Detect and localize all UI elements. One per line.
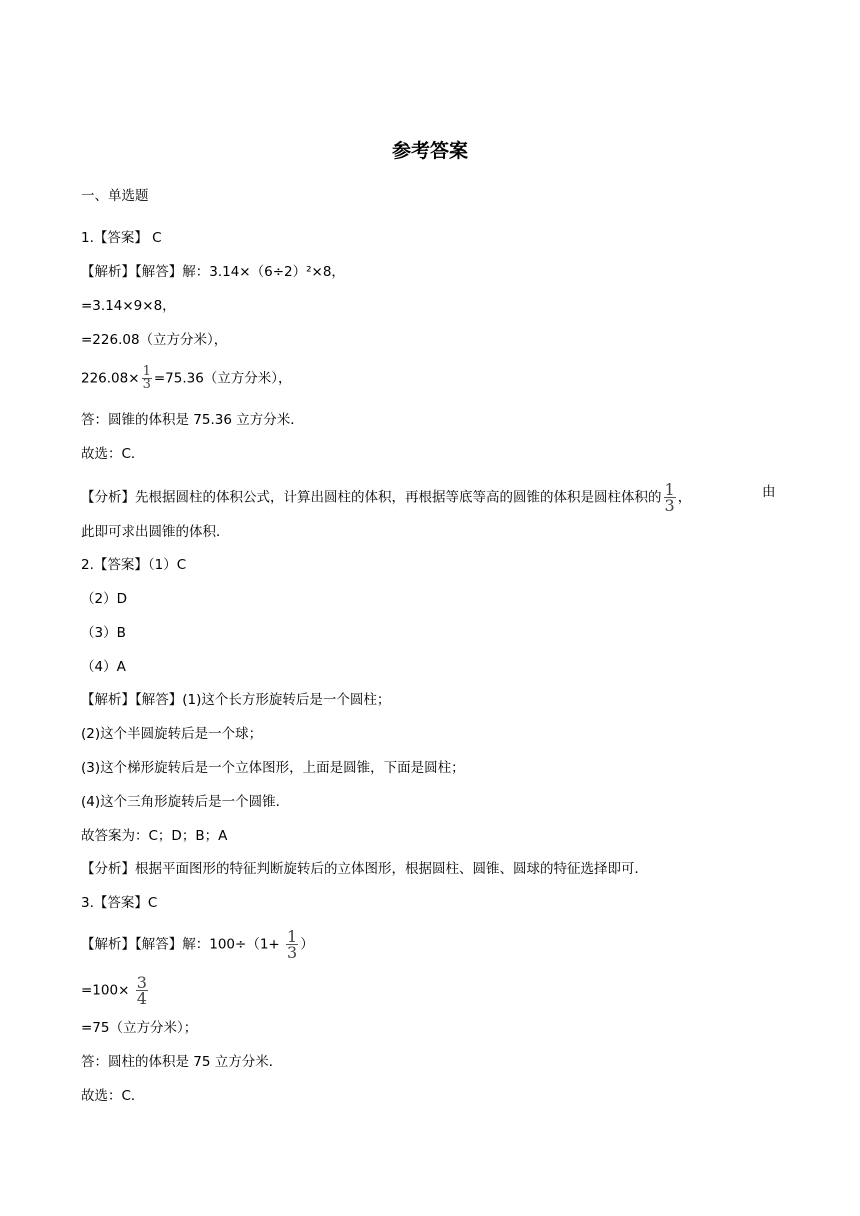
q2-solution-line-2: (2)这个半圆旋转后是一个球； — [81, 726, 263, 742]
q1-l4-suffix: =75.36（立方分米）， — [153, 370, 292, 387]
q2-solution-line-3: (3)这个梯形旋转后是一个立体图形，上面是圆锥，下面是圆柱； — [81, 760, 465, 776]
q1-choice: 故选：C． — [81, 446, 145, 462]
q1-analysis-line-2: 此即可求出圆锥的体积． — [81, 524, 230, 540]
fraction — [286, 929, 298, 960]
q1-analysis-text: 【分析】先根据圆柱的体积公式，计算出圆柱的体积，再根据等底等高的圆锥的体积是圆柱体积的 — [81, 489, 662, 506]
q2-answer: 2.【答案】（1）C — [81, 557, 187, 573]
q1-answer: 1.【答案】 C — [81, 230, 162, 246]
q3-l1-prefix: 【解析】【解答】解：100÷（1+ — [81, 936, 285, 953]
q2-solution-line-4: (4)这个三角形旋转后是一个圆锥． — [81, 794, 290, 810]
q3-solution-line-1 — [81, 929, 314, 960]
q1-analysis-tail: 由 — [762, 484, 776, 500]
q3-l2-prefix: =100× — [81, 982, 134, 999]
q3-solution-line-2 — [81, 975, 150, 1006]
fraction-numerator: 1 — [142, 364, 151, 379]
q1-solution-line-3: =226.08（立方分米）， — [81, 332, 228, 348]
q1-analysis-comma: ， — [677, 489, 692, 506]
q2-analysis: 【分析】根据平面图形的特征判断旋转后的立体图形，根据圆柱、圆锥、圆球的特征选择即可． — [81, 861, 648, 877]
q2-final-answer: 故答案为：C；D；B；A — [81, 828, 228, 844]
q2-answer-2: （2）D — [81, 591, 127, 607]
q1-solution-line-2: =3.14×9×8， — [81, 298, 176, 314]
fraction-numerator: 1 — [664, 480, 675, 499]
q1-solution-line-1: 【解析】【解答】解：3.14×（6÷2）²×8， — [81, 264, 345, 280]
q1-conclusion: 答：圆锥的体积是 75.36 立方分米． — [81, 412, 304, 428]
fraction-numerator: 3 — [136, 973, 147, 992]
fraction-denominator: 3 — [287, 943, 298, 962]
q1-solution-line-4 — [81, 366, 292, 391]
q3-conclusion: 答：圆柱的体积是 75 立方分米． — [81, 1054, 283, 1070]
q3-solution-line-3: =75（立方分米）； — [81, 1020, 198, 1036]
fraction-denominator: 3 — [142, 377, 151, 392]
page-title: 参考答案 — [391, 140, 468, 162]
q1-l4-prefix: 226.08× — [81, 370, 140, 387]
fraction — [664, 482, 676, 513]
fraction — [136, 975, 148, 1006]
fraction-numerator: 1 — [287, 927, 298, 946]
fraction — [142, 366, 152, 391]
q2-answer-3: （3）B — [81, 625, 126, 641]
q2-solution-line-1: 【解析】【解答】(1)这个长方形旋转后是一个圆柱； — [81, 692, 391, 708]
q1-analysis-line-1 — [81, 482, 781, 513]
q3-answer: 3.【答案】C — [81, 895, 158, 911]
section-heading: 一、单选题 — [81, 188, 149, 204]
q3-l1-suffix: ） — [300, 936, 314, 953]
fraction-denominator: 3 — [664, 496, 675, 515]
q3-choice: 故选：C． — [81, 1088, 145, 1104]
fraction-denominator: 4 — [136, 989, 147, 1008]
q2-answer-4: （4）A — [81, 659, 126, 675]
